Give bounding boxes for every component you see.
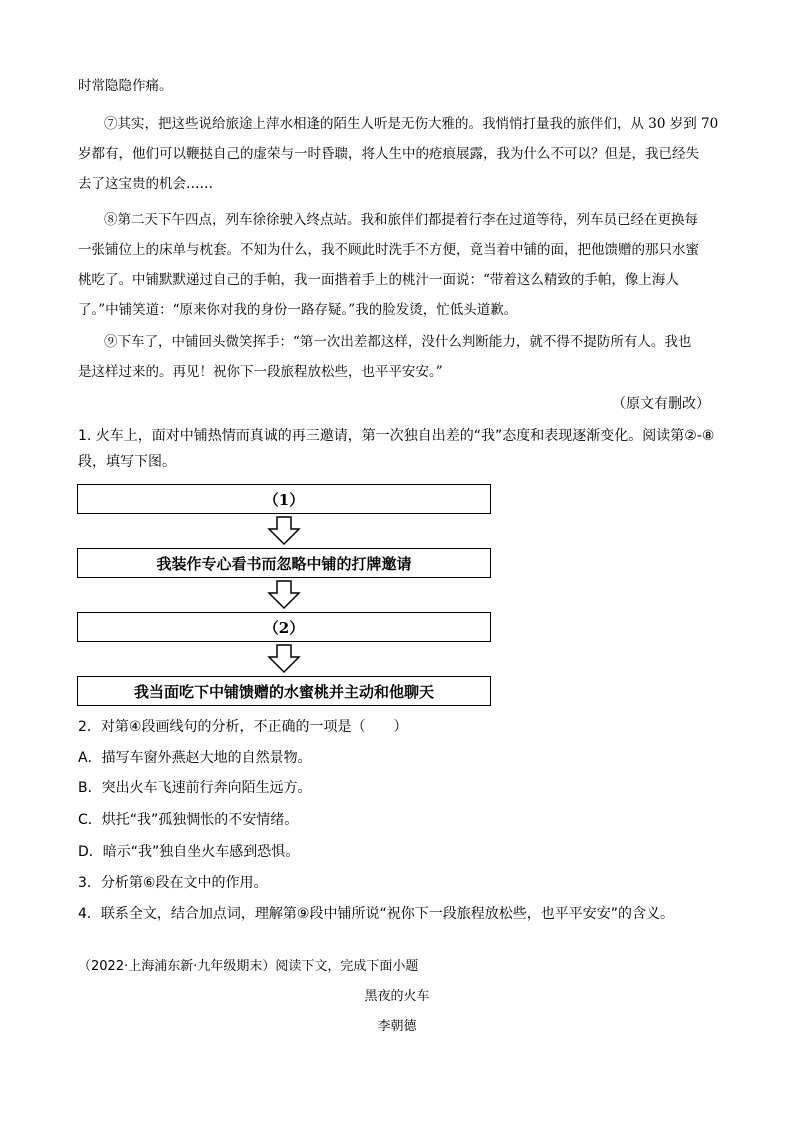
passage-line: ⑦其实，把这些说给旅途上萍水相逢的陌生人听是无伤大雅的。我悄悄打量我的旅伴们，从 30 岁到 70 (104, 116, 719, 132)
question-4-text: 4．联系全文，结合加点词，理解第⑨段中铺所说“祝你下一段旅程放松些，也平平安安”的含义。 (78, 906, 674, 922)
flow-box-2: 我装作专心看书而忽略中铺的打牌邀请 (77, 548, 491, 578)
passage-line: 时常隐隐作痛。 (78, 78, 173, 94)
passage-line: 是这样过来的。再见！祝你下一段旅程放松些，也平平安安。” (78, 364, 443, 380)
down-arrow-icon (267, 580, 301, 610)
passage-line: 桃吃了。中铺默默递过自己的手帕，我一面揩着手上的桃汁一面说：“带着这么精致的手帕，像上海人 (78, 272, 679, 288)
passage-line: 一张铺位上的床单与枕套。不知为什么，我不顾此时洗手不方便，竟当着中铺的面，把他馈赠的那只水蜜 (78, 242, 699, 258)
passage-line: ⑨下车了，中铺回头微笑挥手：“第一次出差都这样，没什么判断能力，就不得不提防所有人。我也 (104, 334, 692, 350)
question-2-text: 2．对第④段画线句的分析，不正确的一项是（ ） (78, 719, 408, 735)
option-c: C．烘托“我”孤独惆怅的不安情绪。 (78, 812, 299, 828)
passage-line: 岁都有，他们可以鞭挞自己的虚荣与一时昏聩，将人生中的疮痕展露，我为什么不可以？但是，我已经失 (78, 146, 699, 162)
flow-box-4: 我当面吃下中铺馈赠的水蜜桃并主动和他聊天 (77, 676, 491, 706)
down-arrow-icon (267, 644, 301, 674)
question-1-text: 1. 火车上，面对中铺热情而真诚的再三邀请，第一次独自出差的“我”态度和表现逐渐变化。阅读第②-⑧ (78, 428, 715, 444)
down-arrow-icon (267, 516, 301, 546)
next-passage-title: 黑夜的火车 (364, 989, 430, 1004)
option-a: A．描写车窗外燕赵大地的自然景物。 (78, 750, 312, 766)
flow-box-1: （1） (77, 484, 491, 514)
question-3-text: 3．分析第⑥段在文中的作用。 (78, 875, 268, 891)
question-1-text: 段，填写下图。 (78, 454, 176, 470)
option-b: B．突出火车飞速前行奔向陌生远方。 (78, 780, 312, 796)
option-d: D．暗示“我”独自坐火车感到恐惧。 (78, 844, 300, 860)
passage-line: 去了这宝贵的机会…… (78, 176, 213, 192)
passage-line: ⑧第二天下午四点，列车徐徐驶入终点站。我和旅伴们都提着行李在过道等待，列车员已经在更换每 (104, 212, 698, 228)
next-passage-author: 李朝德 (377, 1019, 417, 1034)
next-passage-source: （2022·上海浦东新·九年级期末）阅读下文，完成下面小题 (78, 959, 419, 974)
revision-note: （原文有删改） (612, 396, 710, 412)
flow-box-3: （2） (77, 612, 491, 642)
passage-line: 了。”中铺笑道：“原来你对我的身份一路存疑。”我的脸发烫，忙低头道歉。 (78, 302, 518, 318)
